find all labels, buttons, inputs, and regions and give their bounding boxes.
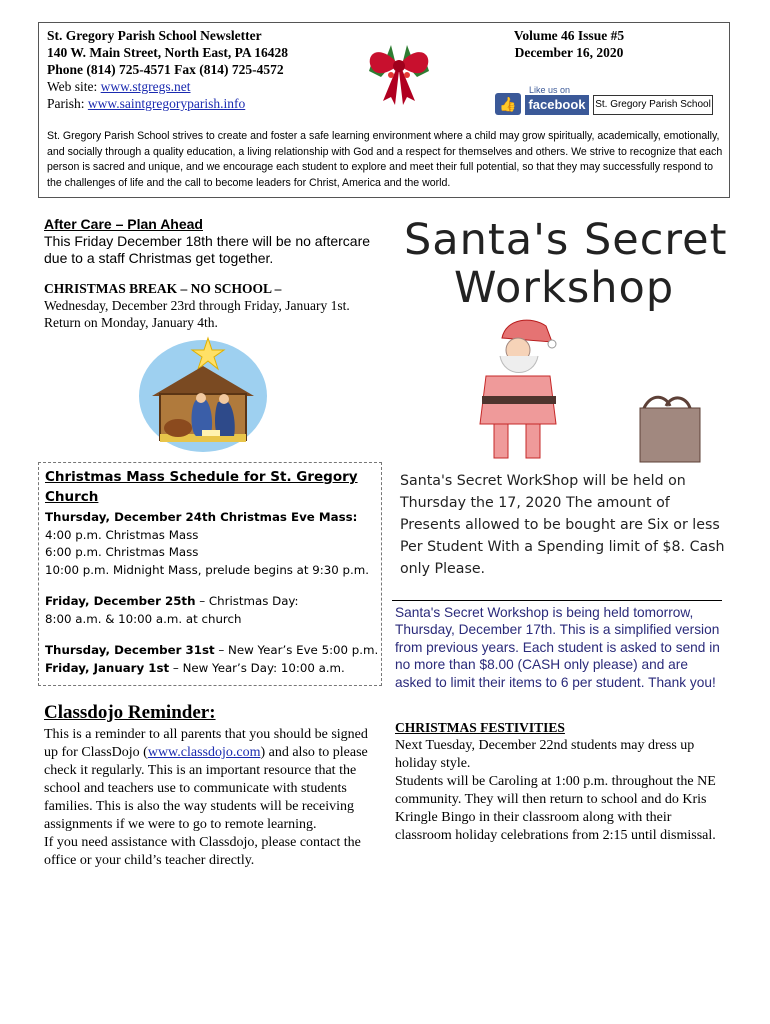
website-label: Web site: (47, 79, 98, 94)
classdojo-body (44, 726, 376, 870)
facebook-like-text: Like us on (529, 85, 571, 95)
dec31-rest: – New Year’s Eve 5:00 p.m. (214, 643, 379, 657)
section-divider (392, 600, 722, 601)
website-link[interactable]: www.stgregs.net (100, 79, 191, 94)
dec25-mass: 8:00 a.m. & 10:00 a.m. at church (45, 611, 242, 626)
jan1-line (45, 660, 381, 678)
school-name: St. Gregory Parish School Newsletter (47, 28, 262, 43)
nativity-scene-icon (138, 336, 268, 452)
festivities-body (395, 737, 725, 845)
website-line (47, 78, 288, 95)
classdojo-paragraph-2: If you need assistance with Classdojo, please contact the office or your child’s teacher directly. (44, 835, 361, 868)
santa-drawing-icon (460, 316, 710, 466)
dec24-mass-1: 4:00 p.m. Christmas Mass (45, 527, 199, 542)
classdojo-paragraph-1 (44, 726, 376, 834)
jan1-label: Friday, January 1st (45, 660, 170, 675)
santa-workshop-drawing (400, 212, 730, 598)
newsletter-header (38, 22, 730, 198)
dec24-mass-3: 10:00 p.m. Midnight Mass, prelude begins at 9:30 p.m. (45, 562, 370, 577)
issue-info (494, 27, 644, 61)
school-address: 140 W. Main Street, North East, PA 16428 (47, 45, 288, 60)
jan1-rest: – New Year’s Day: 10:00 a.m. (169, 660, 345, 675)
aftercare-title: After Care – Plan Ahead (44, 216, 203, 232)
classdojo-text-before: This is a reminder to all parents that you should be signed up for ClassDojo ( (44, 727, 368, 760)
mission-statement: St. Gregory Parish School strives to create and foster a safe learning environment where a child may grow spiritually, academically, emotionally, and socially through a quality education, a living relationship with God and a respect for themselves and others. We strive to recognize that each person is sacred and unique, and we encourage each student to explore and meet their full potential, so that they may successfully respond to the challenges of life and the call to become leaders for Christ, America and the world. (47, 130, 723, 189)
school-contact (47, 27, 288, 112)
parish-label: Parish: (47, 96, 85, 111)
festivities-title: CHRISTMAS FESTIVITIES (395, 720, 565, 735)
santa-drawing-title-2: Workshop (454, 263, 675, 313)
aftercare-body: This Friday December 18th there will be no aftercare due to a staff Christmas get together. (44, 233, 371, 266)
christmas-bow-icon (361, 31, 437, 109)
issue-date: December 16, 2020 (514, 45, 624, 60)
christmas-break-return: Return on Monday, January 4th. (44, 315, 218, 330)
classdojo-text-after: ) and also to please check it regularly. This is an important resource that the school and teachers use to communicate with students families. This is also the way students will be receiving assignments if we were to go to remote learning. (44, 745, 368, 832)
santa-drawing-title-1: Santa's Secret (404, 215, 728, 265)
school-phone-fax: Phone (814) 725-4571 Fax (814) 725-4572 (47, 62, 284, 77)
aftercare-section (44, 216, 384, 267)
classdojo-link[interactable]: www.classdojo.com (147, 745, 261, 760)
facebook-thumb-icon: 👍 (495, 93, 521, 115)
facebook-wordmark: facebook (525, 95, 589, 115)
mass-schedule-title: Christmas Mass Schedule for St. Gregory Church (45, 469, 358, 505)
christmas-break-dates: Wednesday, December 23rd through Friday, January 1st. (44, 298, 350, 313)
mass-schedule-list (45, 509, 381, 677)
parish-line (47, 95, 288, 112)
santa-drawing-note: Santa's Secret WorkShop will be held on Thursday the 17, 2020 The amount of Presents allowed to be bought are Six or less Per Student With a Spending limit of $8. Cash only Please. (400, 473, 725, 577)
facebook-like-badge[interactable] (495, 85, 589, 117)
festivities-dress-up: Next Tuesday, December 22nd students may dress up holiday style. (395, 738, 695, 771)
festivities-caroling: Students will be Caroling at 1:00 p.m. throughout the NE community. They will then return to school and do Kris Kringle Bingo in their classroom along with their classroom holiday celebrations from 2:15 until dismissal. (395, 774, 716, 843)
dec25-rest: – Christmas Day: (195, 594, 299, 608)
christmas-break-title: CHRISTMAS BREAK – NO SCHOOL – (44, 281, 282, 296)
classdojo-title: Classdojo Reminder: (44, 702, 216, 723)
dec25-heading (45, 593, 381, 611)
facebook-page-name[interactable]: St. Gregory Parish School (593, 95, 713, 115)
dec24-mass-2: 6:00 p.m. Christmas Mass (45, 545, 199, 559)
santa-workshop-description: Santa's Secret Workshop is being held tomorrow, Thursday, December 17th. This is a simplified version from previous years. Each student is asked to send in no more than $8.00 (CASH only please) and are asked to limit their items to 6 per student. Thank you! (395, 605, 720, 690)
volume-issue: Volume 46 Issue #5 (513, 28, 625, 43)
dec24-heading: Thursday, December 24th Christmas Eve Mass: (45, 510, 358, 524)
dec31-line (45, 642, 381, 660)
parish-link[interactable]: www.saintgregoryparish.info (87, 96, 246, 111)
dec25-label: Friday, December 25th (45, 594, 196, 608)
christmas-break-section (44, 280, 384, 331)
dec31-label: Thursday, December 31st (45, 643, 215, 657)
mass-schedule-box (38, 462, 382, 686)
